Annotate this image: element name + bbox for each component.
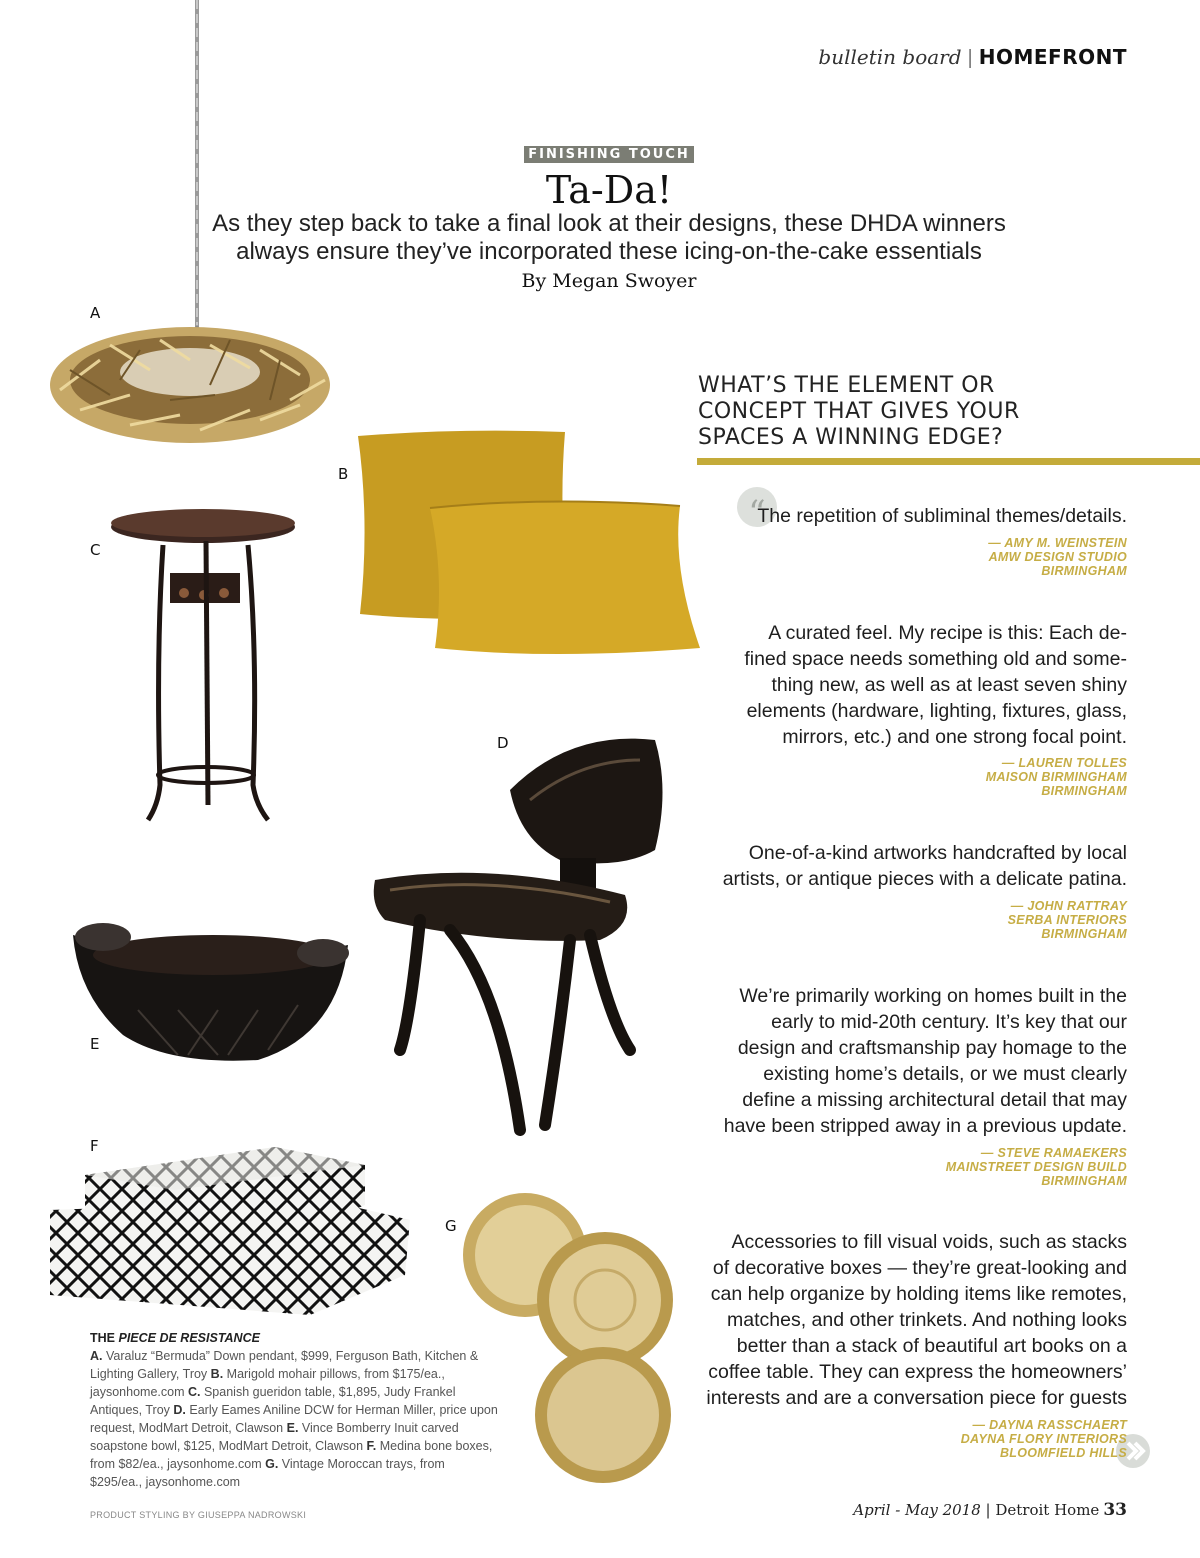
dek-line: always ensure they’ve incorporated these icing-on-the-cake essentials: [236, 238, 982, 265]
footer-issue: April - May 2018: [853, 1501, 981, 1519]
caption-heading-plain: THE: [90, 1331, 119, 1345]
attribution-city: BIRMINGHAM: [1041, 784, 1127, 798]
answer-attribution: [1008, 899, 1127, 941]
answer-line: mirrors, etc.) and one strong focal point.: [782, 726, 1127, 748]
caption-item: Spanish gueridon table, $1,895, Judy Frankel Antiques, Troy: [90, 1385, 456, 1417]
attribution-name: — LAUREN TOLLES: [1001, 756, 1127, 770]
product-letter-e: E: [90, 1035, 100, 1053]
answer-line: define a missing architectural detail that may: [742, 1089, 1127, 1111]
answer-line: Accessories to fill visual voids, such as stacks: [731, 1231, 1127, 1253]
answer-quote: [744, 620, 1127, 750]
footer-divider: |: [980, 1501, 996, 1519]
product-letter-c: C: [90, 541, 101, 559]
attribution-city: BLOOMFIELD HILLS: [999, 1446, 1127, 1460]
caption-item: Vintage Moroccan trays, from $295/ea., jaysonhome.com: [90, 1457, 445, 1489]
answer-line: elements (hardware, lighting, fixtures, glass,: [746, 700, 1127, 722]
answer-line: have been stripped away in a previous update.: [723, 1115, 1127, 1137]
answer-attribution: [988, 536, 1127, 578]
article-dek: [200, 210, 1018, 266]
attribution-firm: MAINSTREET DESIGN BUILD: [945, 1160, 1127, 1174]
answer-line: One-of-a-kind artworks handcrafted by local: [748, 842, 1127, 864]
caption-letter: D.: [173, 1403, 186, 1417]
caption-item: Marigold mohair pillows, from $175/ea., jaysonhome.com: [90, 1367, 445, 1399]
attribution-name: — STEVE RAMAEKERS: [980, 1146, 1127, 1160]
magazine-section: HOMEFRONT: [978, 45, 1127, 69]
section-name: bulletin board: [818, 45, 962, 69]
attribution-city: BIRMINGHAM: [1041, 927, 1127, 941]
footer-magazine: Detroit Home: [995, 1501, 1100, 1519]
caption-letter: C.: [187, 1385, 201, 1399]
eames-chair-image: [370, 730, 670, 1140]
answer-attribution: [946, 1146, 1127, 1188]
caption-item: Early Eames Aniline DCW for Herman Miller, price upon request, ModMart Detroit, Clawson: [90, 1403, 498, 1435]
article-title: Ta-Da!: [545, 168, 673, 212]
answer-line: design and craftsmanship pay homage to the: [737, 1037, 1127, 1059]
answer-line: A curated feel. My recipe is this: Each de-: [768, 622, 1127, 644]
styling-credit: PRODUCT STYLING BY GIUSEPPA NADROWSKI: [90, 1510, 307, 1520]
answer-line: artists, or antique pieces with a delicate patina.: [722, 868, 1127, 890]
attribution-name: — JOHN RATTRAY: [1010, 899, 1127, 913]
attribution-name: — DAYNA RASSCHAERT: [972, 1418, 1127, 1432]
caption-heading: [90, 1329, 500, 1347]
attribution-city: BIRMINGHAM: [1041, 1174, 1127, 1188]
question-line: WHAT’S THE ELEMENT OR: [698, 373, 995, 398]
answer-line: better than a stack of beautiful art books on a: [736, 1335, 1127, 1357]
header-divider: |: [967, 47, 973, 69]
caption-heading-italic: PIECE DE RESISTANCE: [118, 1331, 260, 1345]
kicker-label: FINISHING TOUCH: [524, 146, 694, 163]
answer-line: fined space needs something old and some-: [744, 648, 1127, 670]
answer-line: thing new, as well as at least seven shiny: [771, 674, 1127, 696]
answer-line: early to mid-20th century. It’s key that our: [771, 1011, 1127, 1033]
answer-quote: [706, 1229, 1127, 1411]
soapstone-bowl-image: [68, 915, 358, 1065]
answer-line: We’re primarily working on homes built in the: [739, 985, 1127, 1007]
attribution-name: — AMY M. WEINSTEIN: [988, 536, 1127, 550]
answer-line: of decorative boxes — they’re great-looking and: [712, 1257, 1127, 1279]
question-line: SPACES A WINNING EDGE?: [698, 425, 1004, 450]
answer-line: can help organize by holding items like remotes,: [710, 1283, 1127, 1305]
answer-line: coffee table. They can express the homeowners’: [708, 1361, 1127, 1383]
section-header: [818, 44, 1127, 70]
attribution-firm: AMW DESIGN STUDIO: [988, 550, 1127, 564]
product-letter-b: B: [338, 465, 349, 483]
caption-letter: E.: [286, 1421, 299, 1435]
attribution-city: BIRMINGHAM: [1041, 564, 1127, 578]
question-line: CONCEPT THAT GIVES YOUR: [698, 399, 1020, 424]
caption-letter: B.: [210, 1367, 224, 1381]
answer-line: interests and are a conversation piece for guests: [706, 1387, 1127, 1409]
bone-boxes-image: [45, 1145, 415, 1320]
page-number: 33: [1103, 1500, 1127, 1520]
caption-item: Medina bone boxes, from $82/ea., jaysonhome.com: [90, 1439, 493, 1471]
answer-quote: [757, 503, 1127, 529]
byline: By Megan Swoyer: [521, 270, 697, 292]
caption-item: Vince Bomberry Inuit carved soapstone bowl, $125, ModMart Detroit, Clawson: [90, 1421, 459, 1453]
caption-letter: A.: [90, 1349, 103, 1363]
answer-attribution: [986, 756, 1127, 798]
gueridon-table-image: [108, 505, 308, 825]
answer-attribution: [961, 1418, 1127, 1460]
attribution-firm: MAISON BIRMINGHAM: [985, 770, 1127, 784]
attribution-firm: SERBA INTERIORS: [1007, 913, 1127, 927]
product-caption: [90, 1329, 500, 1491]
dek-line: As they step back to take a final look at their designs, these DHDA winners: [212, 210, 1006, 237]
answer-line: The repetition of subliminal themes/details.: [757, 505, 1127, 527]
product-letter-f: F: [90, 1137, 99, 1155]
sidebar-question: [698, 373, 1118, 451]
quote-icon: “: [737, 487, 777, 527]
caption-item: Varaluz “Bermuda” Down pendant, $999, Ferguson Bath, Kitchen & Lighting Gallery, Troy: [90, 1349, 479, 1381]
pillows-image: [350, 428, 705, 658]
answer-line: existing home’s details, or we must clearly: [763, 1063, 1127, 1085]
attribution-firm: DAYNA FLORY INTERIORS: [960, 1432, 1127, 1446]
caption-letter: G.: [265, 1457, 279, 1471]
gold-rule: [697, 458, 1200, 465]
caption-letter: F.: [366, 1439, 377, 1453]
answer-quote: [724, 983, 1127, 1139]
page-footer: [853, 1500, 1127, 1520]
product-letter-g: G: [445, 1217, 457, 1235]
answer-quote: [723, 840, 1127, 892]
answer-line: matches, and other trinkets. And nothing looks: [727, 1309, 1127, 1331]
product-letter-a: A: [90, 304, 101, 322]
caption-body: [90, 1347, 500, 1491]
product-letter-d: D: [497, 734, 509, 752]
